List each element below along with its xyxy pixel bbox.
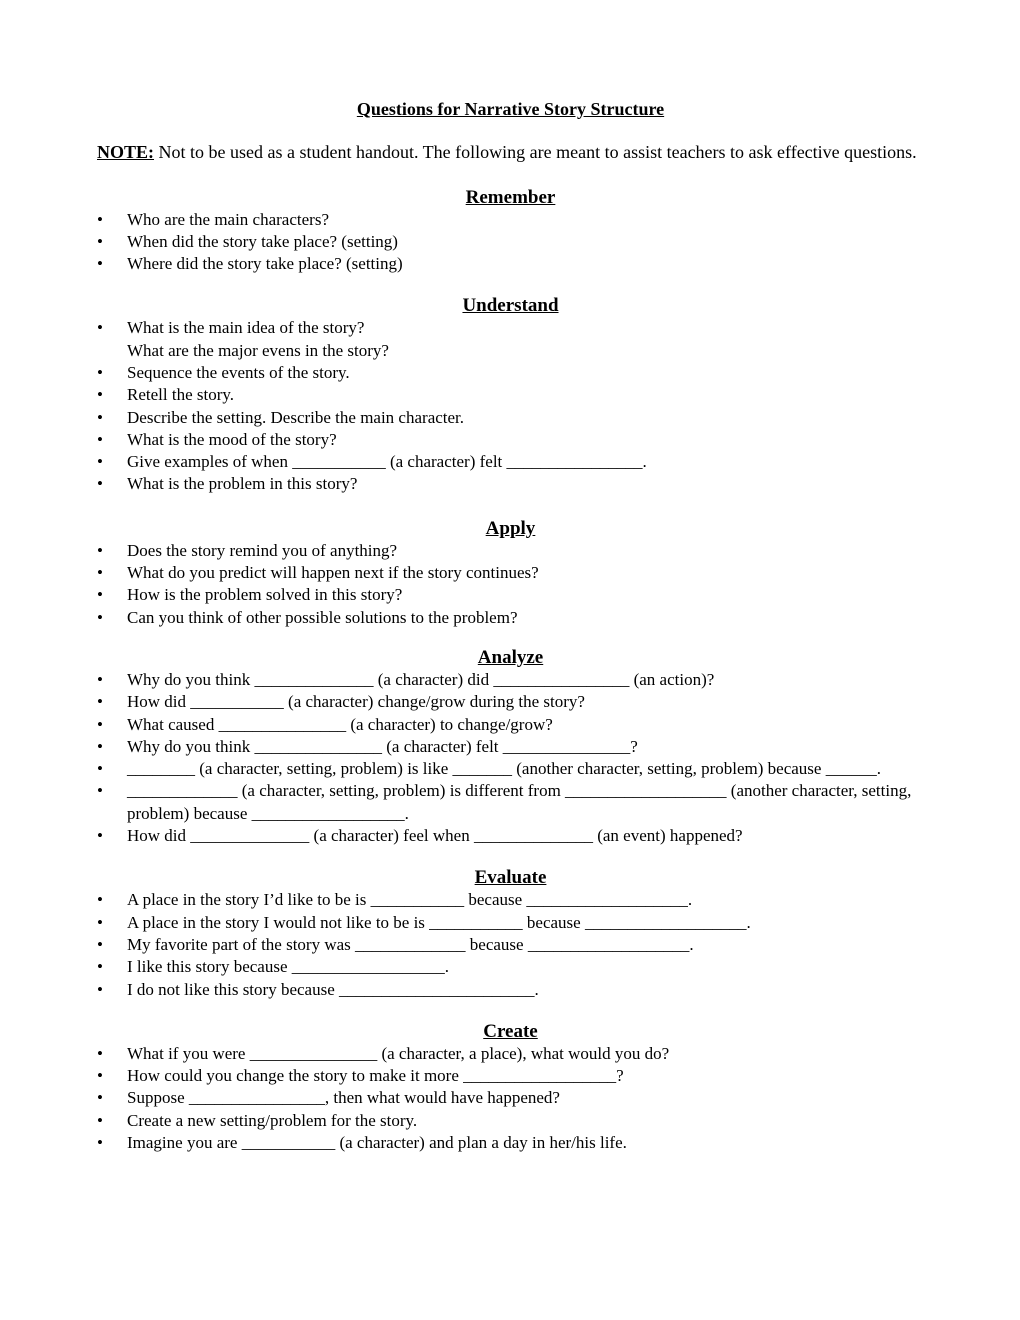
question-item: • How is the problem solved in this story? — [97, 584, 924, 606]
note-label: NOTE: — [97, 142, 155, 162]
question-item: • When did the story take place? (setting) — [97, 231, 924, 253]
question-list-apply — [97, 540, 924, 629]
question-list-evaluate — [97, 889, 924, 1000]
question-item: • What if you were _______________ (a character, a place), what would you do? — [97, 1043, 924, 1065]
section-heading-analyze: Analyze — [477, 646, 544, 668]
section-understand — [97, 294, 924, 495]
question-item: • What caused _______________ (a character) to change/grow? — [97, 714, 924, 736]
question-item: • Create a new setting/problem for the story. — [97, 1110, 924, 1132]
section-evaluate — [97, 866, 924, 1000]
question-item: • Where did the story take place? (setting) — [97, 253, 924, 275]
question-item: • What is the problem in this story? — [97, 473, 924, 495]
question-item: • How could you change the story to make it more __________________? — [97, 1065, 924, 1087]
question-item: • Suppose ________________, then what would have happened? — [97, 1087, 924, 1109]
note-text: Not to be used as a student handout. The following are meant to assist teachers to ask effective questions. — [154, 142, 917, 162]
question-item: • Does the story remind you of anything? — [97, 540, 924, 562]
question-list-understand — [97, 317, 924, 495]
section-heading-remember: Remember — [465, 186, 556, 208]
question-item: • Retell the story. — [97, 384, 924, 406]
teacher-note — [97, 141, 924, 164]
page-title: Questions for Narrative Story Structure — [356, 99, 665, 119]
section-apply — [97, 517, 924, 629]
question-item: • A place in the story I’d like to be is ___________ because ___________________. — [97, 889, 924, 911]
question-item: • How did ___________ (a character) change/grow during the story? — [97, 691, 924, 713]
question-item: • A place in the story I would not like to be is ___________ because ___________________. — [97, 912, 924, 934]
question-item: • Who are the main characters? — [97, 209, 924, 231]
question-list-create — [97, 1043, 924, 1154]
question-item: • How did ______________ (a character) feel when ______________ (an event) happened? — [97, 825, 924, 847]
question-item: • ________ (a character, setting, problem) is like _______ (another character, setting, problem) because ______. — [97, 758, 924, 780]
question-item: • I do not like this story because _______________________. — [97, 979, 924, 1001]
section-heading-apply: Apply — [485, 517, 536, 539]
question-item: • Why do you think _______________ (a character) felt _______________? — [97, 736, 924, 758]
question-item: • Sequence the events of the story. — [97, 362, 924, 384]
question-item: • _____________ (a character, setting, problem) is different from ___________________ (another character, setting, problem) because __________________. — [97, 780, 924, 825]
section-analyze — [97, 646, 924, 847]
question-item: • What is the main idea of the story? — [97, 317, 924, 339]
question-list-remember — [97, 209, 924, 276]
section-heading-evaluate: Evaluate — [474, 867, 547, 889]
question-item: • What is the mood of the story? — [97, 429, 924, 451]
question-item: • Imagine you are ___________ (a character) and plan a day in her/his life. — [97, 1132, 924, 1154]
question-item: • Can you think of other possible solutions to the problem? — [97, 607, 924, 629]
question-list-analyze — [97, 669, 924, 847]
question-item: • I like this story because __________________. — [97, 956, 924, 978]
question-item: • My favorite part of the story was _____________ because ___________________. — [97, 934, 924, 956]
section-heading-understand: Understand — [462, 295, 559, 317]
question-item: What are the major evens in the story? — [127, 340, 389, 360]
section-heading-create: Create — [483, 1020, 538, 1042]
question-item: • Describe the setting. Describe the main character. — [97, 407, 924, 429]
section-remember — [97, 186, 924, 276]
question-item: • What do you predict will happen next if the story continues? — [97, 562, 924, 584]
section-create — [97, 1020, 924, 1154]
question-item: • Why do you think ______________ (a character) did ________________ (an action)? — [97, 669, 924, 691]
question-item: • Give examples of when ___________ (a character) felt ________________. — [97, 451, 924, 473]
